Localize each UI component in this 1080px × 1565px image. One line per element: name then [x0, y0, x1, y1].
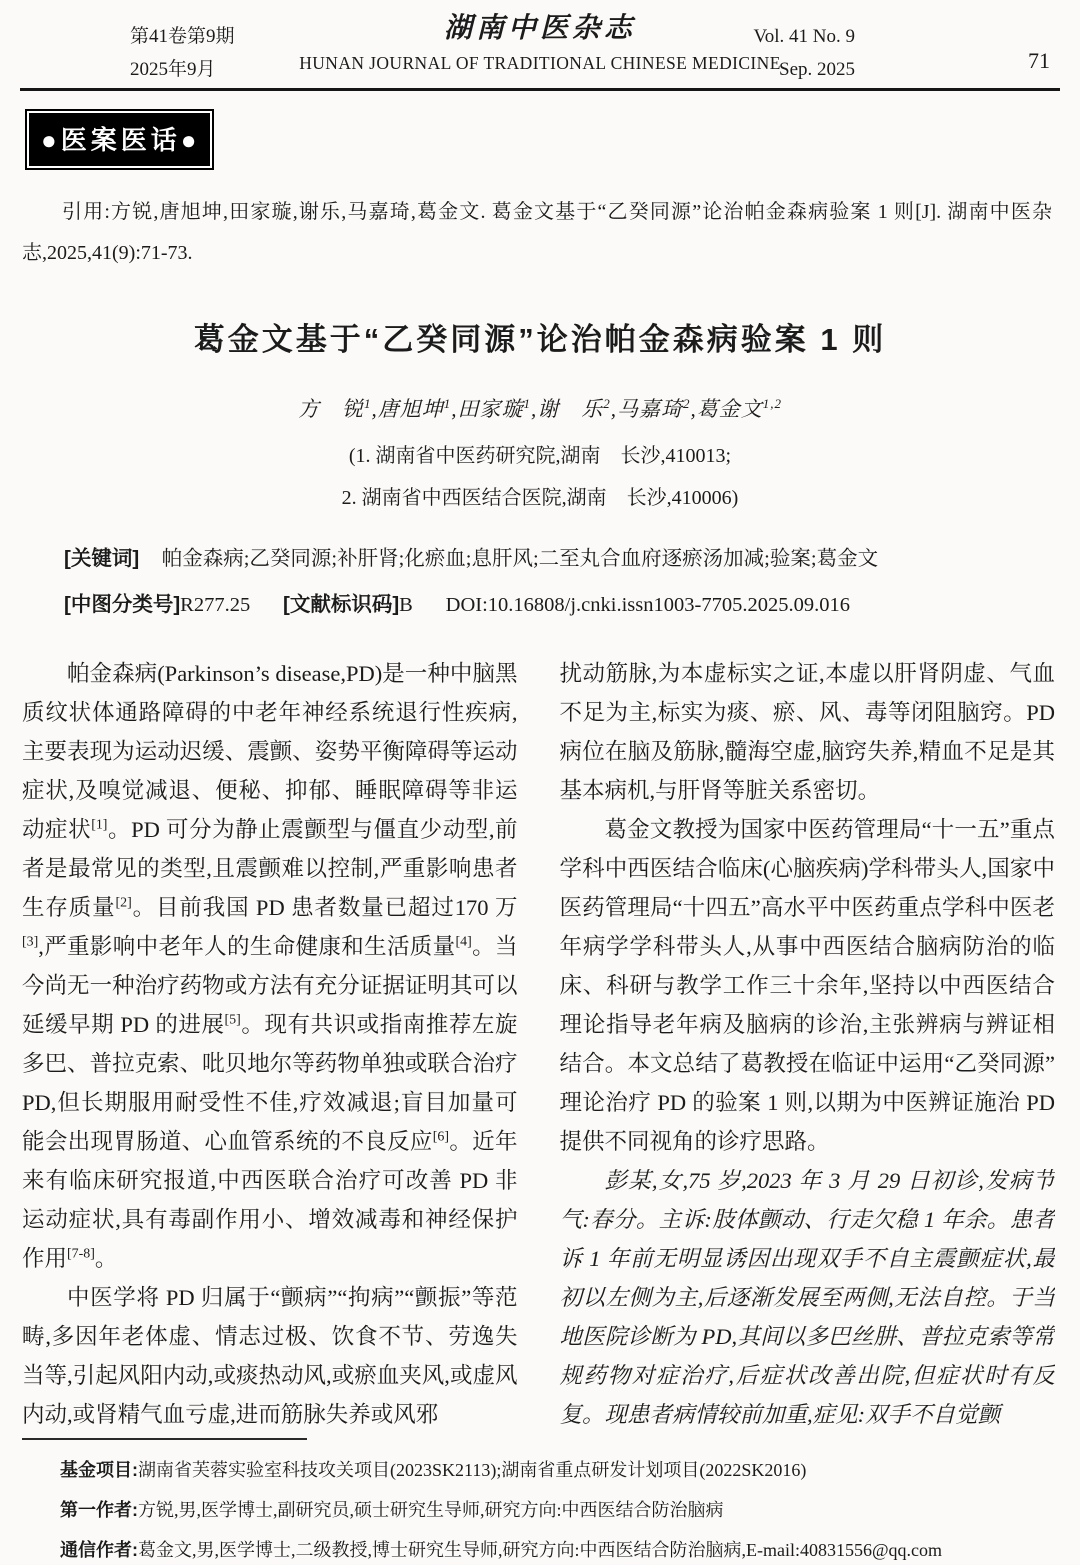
section-badge-label: ●医案医话●: [29, 113, 210, 166]
paragraph-intro: 帕金森病(Parkinson’s disease,PD)是一种中脑黑质纹状体通路障碍的中老年神经系统退行性疾病,主要表现为运动迟缓、震颤、姿势平衡障碍等运动症状,及嗅觉减退、便秘、抑郁、睡眠障碍等非运动症状[1]。PD 可分为静止震颤型与僵直少动型,前者是最常见的类型,且震颤难以控制,严重影响患者生存质量[2]。目前我国 PD 患者数量已超过170 万[3],严重影响中老年人的生命健康和生活质量[4]。当今尚无一种治疗药物或方法有充分证据证明其可以延缓早期 PD 的进展[5]。现有共识或指南推荐左旋多巴、普拉克索、吡贝地尔等药物单独或联合治疗 PD,但长期服用耐受性不佳,疗效减退;盲目加量可能会出现胃肠道、心血管系统的不良反应[6]。近年来有临床研究报道,中西医联合治疗可改善 PD 非运动症状,具有毒副作用小、增效减毒和神经保护作用[7-8]。: [22, 661, 518, 1271]
masthead-right: [753, 20, 855, 86]
right-column: [560, 654, 1056, 1434]
keywords-label: [关键词]: [64, 547, 140, 570]
doc-code-label: [文献标识码]: [283, 593, 400, 616]
footnotes: [22, 1438, 1070, 1565]
issue-label-cn: 第41卷第9期: [130, 26, 235, 47]
footnote-corresponding-author-label: 通信作者:: [60, 1540, 138, 1560]
masthead: [0, 0, 1080, 88]
authors-line: 方 锐$^1$,唐旭坤$^1$,田家璇$^1$,谢 乐$^2$,马嘉琦$^2$,葛金文$^{1,2}$: [297, 396, 783, 421]
volume-label-en: Vol. 41 No. 9: [753, 26, 855, 47]
paragraph-professor-bio: 葛金文教授为国家中医药管理局“十一五”重点学科中西医结合临床(心脑疾病)学科带头人,国家中医药管理局“十四五”高水平中医药重点学科中医老年病学学科带头人,从事中西医结合脑病防治的临床、科研与教学工作三十余年,坚持以中西医结合理论指导老年病及脑病的诊治,主张辨病与辨证相结合。本文总结了葛教授在临证中运用“乙癸同源”理论治疗 PD 的验案 1 则,以期为中医辨证施治 PD 提供不同视角的诊疗思路。: [559, 817, 1055, 1154]
footnote-funding-label: 基金项目:: [60, 1460, 138, 1480]
footnote-first-author-text: 方锐,男,医学博士,副研究员,硕士研究生导师,研究方向:中西医结合防治脑病: [138, 1500, 724, 1520]
page-number: 71: [1028, 48, 1050, 73]
keywords-text: 帕金森病;乙癸同源;补肝肾;化瘀血;息肝风;二至丸合血府逐瘀汤加减;验案;葛金文: [161, 548, 879, 570]
citation-text: 引用:方锐,唐旭坤,田家璇,谢乐,马嘉琦,葛金文. 葛金文基于“乙癸同源”论治帕金森病验案 1 则[J]. 湖南中医杂志,2025,41(9):71-73.: [22, 201, 1052, 264]
date-label-cn: 2025年9月: [130, 59, 216, 80]
footnote-first-author-label: 第一作者:: [60, 1500, 138, 1520]
article-meta: [64, 536, 1050, 628]
footnote-funding-text: 湖南省芙蓉实验室科技攻关项目(2023SK2113);湖南省重点研发计划项目(2022SK2016): [138, 1460, 807, 1480]
footnote-corresponding-author: [60, 1530, 1070, 1565]
clc-label: [中图分类号]: [64, 593, 181, 616]
article-title: 葛金文基于“乙癸同源”论治帕金森病验案 1 则: [193, 322, 887, 357]
paragraph-case-record: 彭某,女,75 岁,2023 年 3 月 29 日初诊,发病节气:春分。主诉:肢体颤动、行走欠稳 1 年余。患者诉 1 年前无明显诱因出现双手不自主震颤症状,最初以左侧为主,后逐渐发展至两侧,无法自控。于当地医院诊断为 PD,其间以多巴丝肼、普拉克索等常规药物对症治疗,后症状改善出院,但症状时有反复。现患者病情较前加重,症见:双手不自觉颤: [559, 1168, 1055, 1427]
clc-value: R277.25: [180, 594, 251, 616]
journal-title-en: HUNAN JOURNAL OF TRADITIONAL CHINESE MEDICINE: [299, 53, 781, 73]
affiliation-line-1: (1. 湖南省中医药研究院,湖南 长沙,410013;: [348, 445, 732, 467]
classification-line: [64, 582, 1050, 628]
footnote-funding: [60, 1450, 1070, 1490]
left-column: [22, 654, 518, 1434]
body-columns: [22, 654, 1055, 1434]
journal-title-cn: 湖南中医杂志: [443, 13, 636, 44]
footnote-first-author: [60, 1490, 1070, 1530]
paragraph-tcm-overview: 中医学将 PD 归属于“颤病”“拘病”“颤振”等范畴,多因年老体虚、情志过极、饮食不节、劳逸失当等,引起风阳内动,或痰热动风,或瘀血夹风,或虚风内动,或肾精气血亏虚,进而筋脉失养或风邪: [22, 1285, 518, 1427]
section-badge: [25, 109, 214, 170]
footnote-corresponding-author-text: 葛金文,男,医学博士,二级教授,博士研究生导师,研究方向:中西医结合防治脑病,E-mail:40831556@qq.com: [138, 1540, 943, 1560]
masthead-center: [0, 12, 1080, 80]
date-label-en: Sep. 2025: [779, 59, 855, 80]
doc-code-value: B: [399, 594, 413, 616]
masthead-divider: [20, 88, 1060, 91]
paragraph-tcm-overview-cont: 扰动筋脉,为本虚标实之证,本虚以肝肾阴虚、气血不足为主,标实为痰、瘀、风、毒等闭阻脑窍。PD 病位在脑及筋脉,髓海空虚,脑窍失养,精血不足是其基本病机,与肝肾等脏关系密切。: [559, 661, 1055, 803]
keywords-line: [64, 536, 1050, 582]
doi-text: DOI:10.16808/j.cnki.issn1003-7705.2025.09.016: [445, 594, 850, 616]
footnote-divider: [22, 1438, 307, 1440]
affiliation-line-2: 2. 湖南省中西医结合医院,湖南 长沙,410006): [341, 487, 739, 509]
